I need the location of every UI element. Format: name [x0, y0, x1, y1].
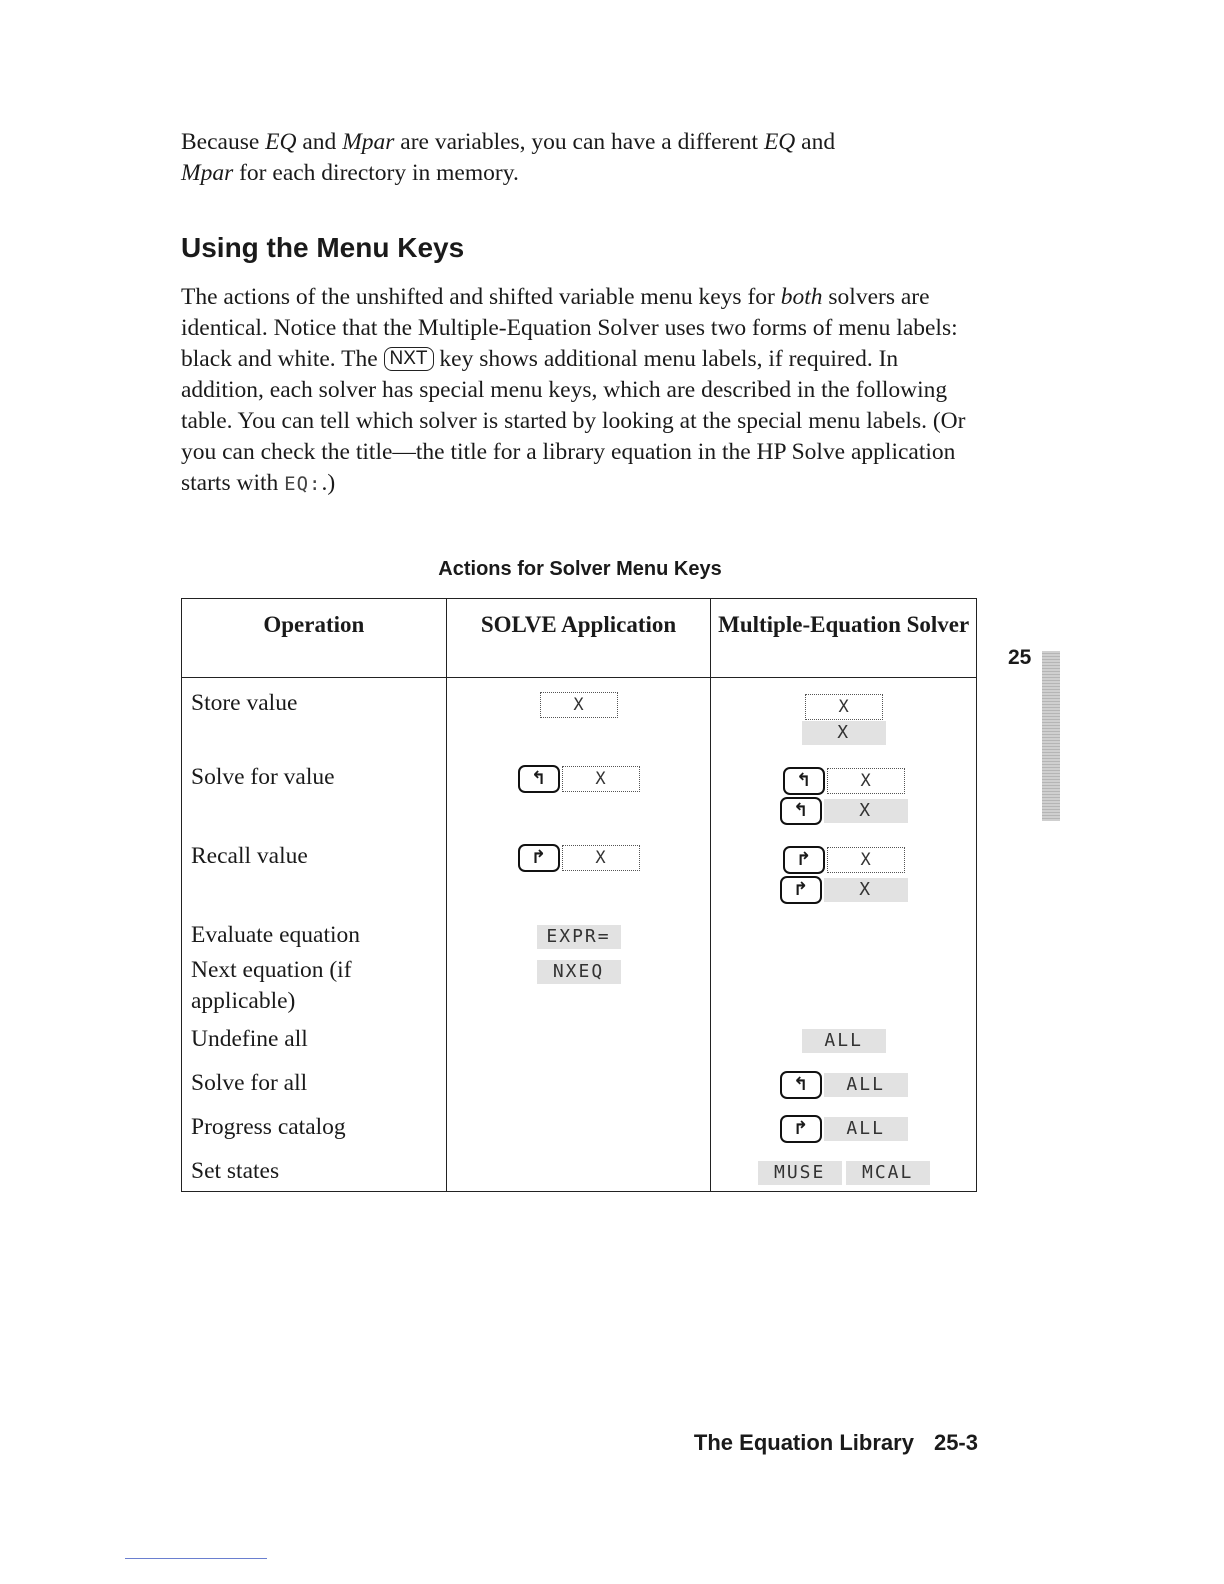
var-mpar: Mpar: [181, 160, 234, 186]
text-span: Because: [181, 129, 266, 155]
table-row: [182, 1022, 977, 1066]
table-row: [182, 678, 977, 757]
footer-title: The Equation Library: [693, 1430, 914, 1455]
table-header-row: [182, 599, 977, 678]
right-shift-key-icon: ↱: [783, 846, 825, 874]
intro-paragraph: [181, 127, 981, 189]
mes-cell: [711, 756, 977, 835]
left-shift-key-icon: ↰: [783, 767, 825, 795]
var-eq: EQ: [265, 129, 297, 155]
solve-cell: [446, 1066, 711, 1110]
operation-cell: Store value: [182, 678, 447, 757]
black-menu-label: ALL: [824, 1117, 908, 1141]
solve-cell: [446, 914, 711, 953]
table-row: [182, 953, 977, 1022]
header-solve-application: SOLVE Application: [446, 599, 711, 678]
mes-cell: [711, 835, 977, 914]
black-menu-label: EXPR=: [537, 925, 621, 949]
section-heading: Using the Menu Keys: [181, 232, 465, 263]
white-menu-label: X: [562, 845, 640, 871]
var-eq: EQ: [763, 129, 796, 155]
table-row: [182, 1110, 977, 1154]
solver-menu-keys-table: [181, 598, 977, 1192]
text-span: and: [296, 129, 343, 155]
nxt-keycap: NXT: [384, 347, 434, 371]
text-span: solvers are identical. Notice that the Multiple-Equation Solver uses two forms of menu labels: black and white. The: [181, 284, 958, 372]
text-span: and: [795, 129, 836, 155]
black-menu-label: X: [824, 878, 908, 902]
right-shift-key-icon: ↱: [780, 876, 822, 904]
solve-cell: [446, 835, 711, 914]
operation-cell: Progress catalog: [182, 1110, 447, 1154]
mes-cell: [711, 1110, 977, 1154]
page-footer: [694, 1430, 978, 1456]
table-row: [182, 1066, 977, 1110]
text-span: key shows additional menu labels, if required. In addition, each solver has special menu keys, which are described in the following table. You can tell which solver is started by looking at the special menu labels. (Or you can check the title—the title for a library equation in the HP Solve application starts with: [181, 346, 966, 496]
operation-cell: Recall value: [182, 835, 447, 914]
solve-cell: [446, 756, 711, 835]
black-menu-label: MCAL: [846, 1161, 930, 1185]
scan-edge-line: [125, 1558, 267, 1559]
operation-cell: Evaluate equation: [182, 914, 447, 953]
black-menu-label: X: [824, 799, 908, 823]
solve-cell: [446, 678, 711, 757]
chapter-tab-marker: [1042, 651, 1060, 821]
mes-cell: [711, 953, 977, 1022]
text-span: .): [321, 470, 336, 496]
operation-cell: Set states: [182, 1154, 447, 1192]
mes-cell: [711, 914, 977, 953]
operation-cell: Solve for value: [182, 756, 447, 835]
white-menu-label: X: [805, 694, 883, 720]
mes-cell: [711, 1022, 977, 1066]
eq-menu-label: EQ:: [284, 473, 322, 495]
black-menu-label: NXEQ: [537, 960, 621, 984]
black-menu-label: ALL: [802, 1029, 886, 1053]
white-menu-label: X: [562, 766, 640, 792]
text-span: The actions of the unshifted and shifted variable menu keys for: [181, 284, 781, 310]
operation-cell: Next equation (if applicable): [182, 953, 447, 1022]
table-row: [182, 914, 977, 953]
right-shift-key-icon: ↱: [780, 1115, 822, 1143]
mes-cell: [711, 678, 977, 757]
table-row: [182, 835, 977, 914]
white-menu-label: X: [540, 692, 618, 718]
mes-cell: [711, 1066, 977, 1110]
left-shift-key-icon: ↰: [780, 797, 822, 825]
white-menu-label: X: [827, 847, 905, 873]
header-operation: Operation: [182, 599, 447, 678]
right-shift-key-icon: ↱: [518, 844, 560, 872]
solve-cell: [446, 953, 711, 1022]
emphasis-both: both: [780, 284, 823, 310]
text-span: for each directory in memory.: [233, 160, 519, 186]
operation-cell: Solve for all: [182, 1066, 447, 1110]
header-multiple-equation-solver: Multiple-Equation Solver: [711, 599, 977, 678]
left-shift-key-icon: ↰: [780, 1071, 822, 1099]
text-span: are variables, you can have a different: [394, 129, 764, 155]
white-menu-label: X: [827, 768, 905, 794]
footer-page-number: 25-3: [933, 1430, 978, 1455]
section-paragraph: [181, 282, 981, 500]
chapter-tab-number: 25: [1008, 646, 1032, 669]
solve-cell: [446, 1110, 711, 1154]
solve-cell: [446, 1154, 711, 1192]
var-mpar: Mpar: [342, 129, 395, 155]
left-shift-key-icon: ↰: [518, 765, 560, 793]
operation-cell: Undefine all: [182, 1022, 447, 1066]
table-caption: Actions for Solver Menu Keys: [438, 558, 722, 580]
table-row: [182, 756, 977, 835]
black-menu-label: ALL: [824, 1073, 908, 1097]
solve-cell: [446, 1022, 711, 1066]
black-menu-label: MUSE: [758, 1161, 842, 1185]
mes-cell: [711, 1154, 977, 1192]
black-menu-label: X: [802, 721, 886, 745]
table-row: [182, 1154, 977, 1192]
